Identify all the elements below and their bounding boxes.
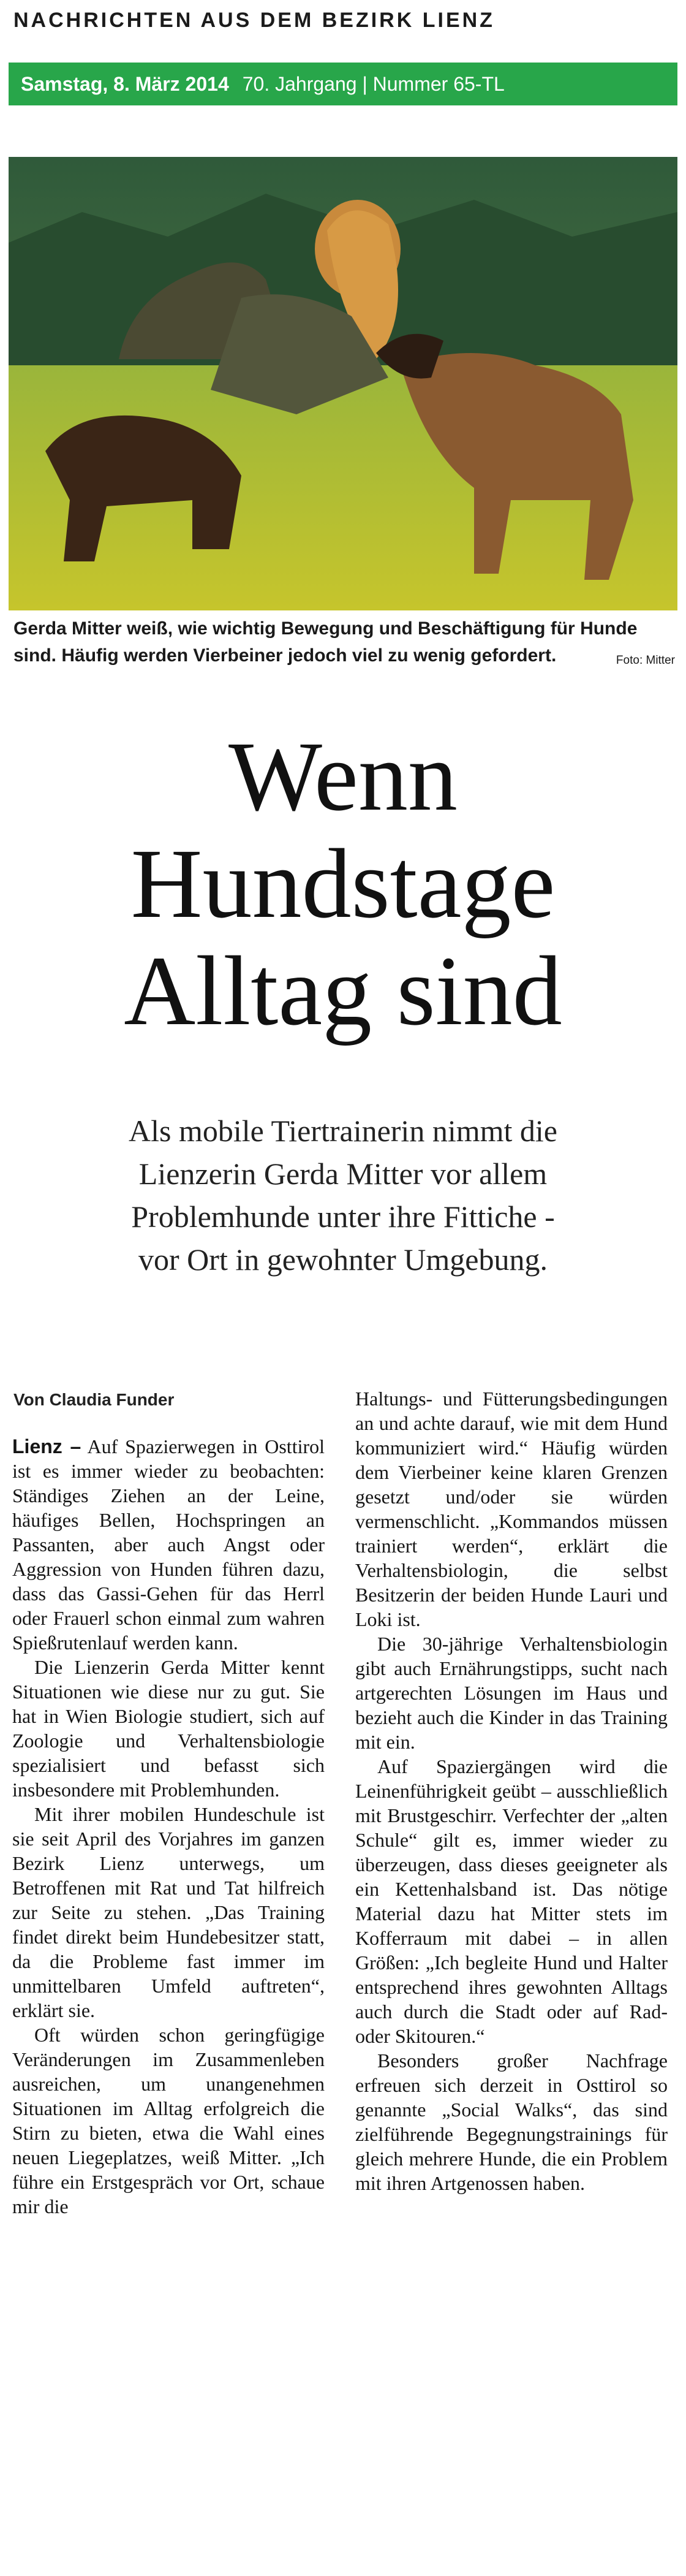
date-bar	[9, 63, 677, 105]
section-kicker: NACHRICHTEN AUS DEM BEZIRK LIENZ	[13, 9, 495, 32]
article-column-right	[355, 1386, 668, 2195]
headline-line: Hundstage	[130, 829, 556, 939]
issue-date: Samstag, 8. März 2014	[21, 72, 229, 95]
dateline-location: Lienz –	[12, 1435, 81, 1457]
photo-woman-with-dogs	[9, 157, 677, 610]
lead-line: vor Ort in gewohnter Umgebung.	[138, 1242, 548, 1277]
body-paragraph: Auf Spaziergängen wird die Leinenführigkeit geübt – ausschließlich mit Brustgeschirr. Verfechter der „alten Schule“ gilt es, immer wieder zu überzeugen, dass dieses geeigneter als ein Kettenhalsband ist. Das nötige Material dazu hat Mitter stets im Kofferraum mit dabei – in allen Größen: „Ich begleite Hund und Halter entsprechend ihres gewohnten Alltags auch durch die Stadt oder auf Rad- oder Skitouren.“	[355, 1755, 668, 2047]
byline: Von Claudia Funder	[13, 1390, 175, 1409]
body-paragraph: Die 30-jährige Verhaltensbiologin gibt auch Ernährungstipps, sucht nach artgerechten Lösungen im Haus und bezieht auch die Kinder in das Training mit ein.	[355, 1633, 668, 1753]
body-paragraph: Oft würden schon geringfügige Veränderungen im Zusammenleben ausreichen, um unangenehmen Situationen im Alltag erfolgreich die Stirn zu bieten, etwa die Wahl eines neuen Liegeplatzes, weiß Mitter. „Ich führe ein Erstgespräch vor Ort, schaue mir die	[12, 2024, 325, 2217]
headline	[0, 723, 686, 1045]
article-photo	[9, 157, 677, 610]
lead-line: Problemhunde unter ihre Fittiche -	[131, 1199, 555, 1234]
lead-paragraph	[24, 1109, 662, 1281]
paragraph-text: Auf Spazierwegen in Osttirol ist es immer wieder zu beobachten: Ständiges Ziehen an der Leine, häufiges Bellen, Hochspringen an Passanten, aber auch Angst oder Aggression von Hunden führen dazu, dass das Gassi-Gehen für das Herrl oder Frauerl schon einmal zum wahren Spießrutenlauf werden kann.	[12, 1435, 325, 1654]
photo-credit: Foto: Mitter	[616, 654, 675, 667]
headline-line: Alltag sind	[124, 937, 562, 1046]
photo-caption	[13, 615, 675, 674]
body-paragraph: Die Lienzerin Gerda Mitter kennt Situationen wie diese nur zu gut. Sie hat in Wien Biologie studiert, sich auf Zoologie und Verhaltensbiologie spezialisiert und befasst sich insbesondere mit Problemhunden.	[12, 1656, 325, 1801]
issue-number: 70. Jahrgang | Nummer 65-TL	[242, 72, 505, 95]
lead-line: Lienzerin Gerda Mitter vor allem	[138, 1157, 548, 1191]
body-paragraph: Besonders großer Nachfrage erfreuen sich derzeit in Osttirol so genannte „Social Walks“, das sind zielführende Begegnungstrainings für gleich mehrere Hunde, die ein Problem mit ihren Artgenossen haben.	[355, 2050, 668, 2194]
body-paragraph	[12, 1434, 325, 1655]
body-paragraph: Mit ihrer mobilen Hundeschule ist sie seit April des Vorjahres im ganzen Bezirk Lienz unterwegs, um Betroffenen mit Rat und Tat hilfreich zur Seite zu stehen. „Das Training findet direkt beim Hundebesitzer statt, da die Probleme fast immer im unmittelbaren Umfeld auftreten“, erklärt sie.	[12, 1803, 325, 2021]
lead-line: Als mobile Tiertrainerin nimmt die	[129, 1114, 557, 1148]
body-paragraph: Haltungs- und Fütterungsbedingungen an und achte darauf, wie mit dem Hund kommuniziert wird.“ Häufig würden dem Vierbeiner keine klaren Grenzen gesetzt und/oder sie würden vermenschlicht. „Kommandos müssen trainiert werden“, erklärt die Verhaltensbiologin, die selbst Besitzerin der beiden Hunde Lauri und Loki ist.	[355, 1388, 668, 1630]
article-column-left	[12, 1434, 325, 2219]
headline-line: Wenn	[228, 722, 458, 832]
caption-text: Gerda Mitter weiß, wie wichtig Bewegung und Beschäftigung für Hunde sind. Häufig werden Vierbeiner jedoch viel zu wenig gefordert.	[13, 618, 638, 666]
